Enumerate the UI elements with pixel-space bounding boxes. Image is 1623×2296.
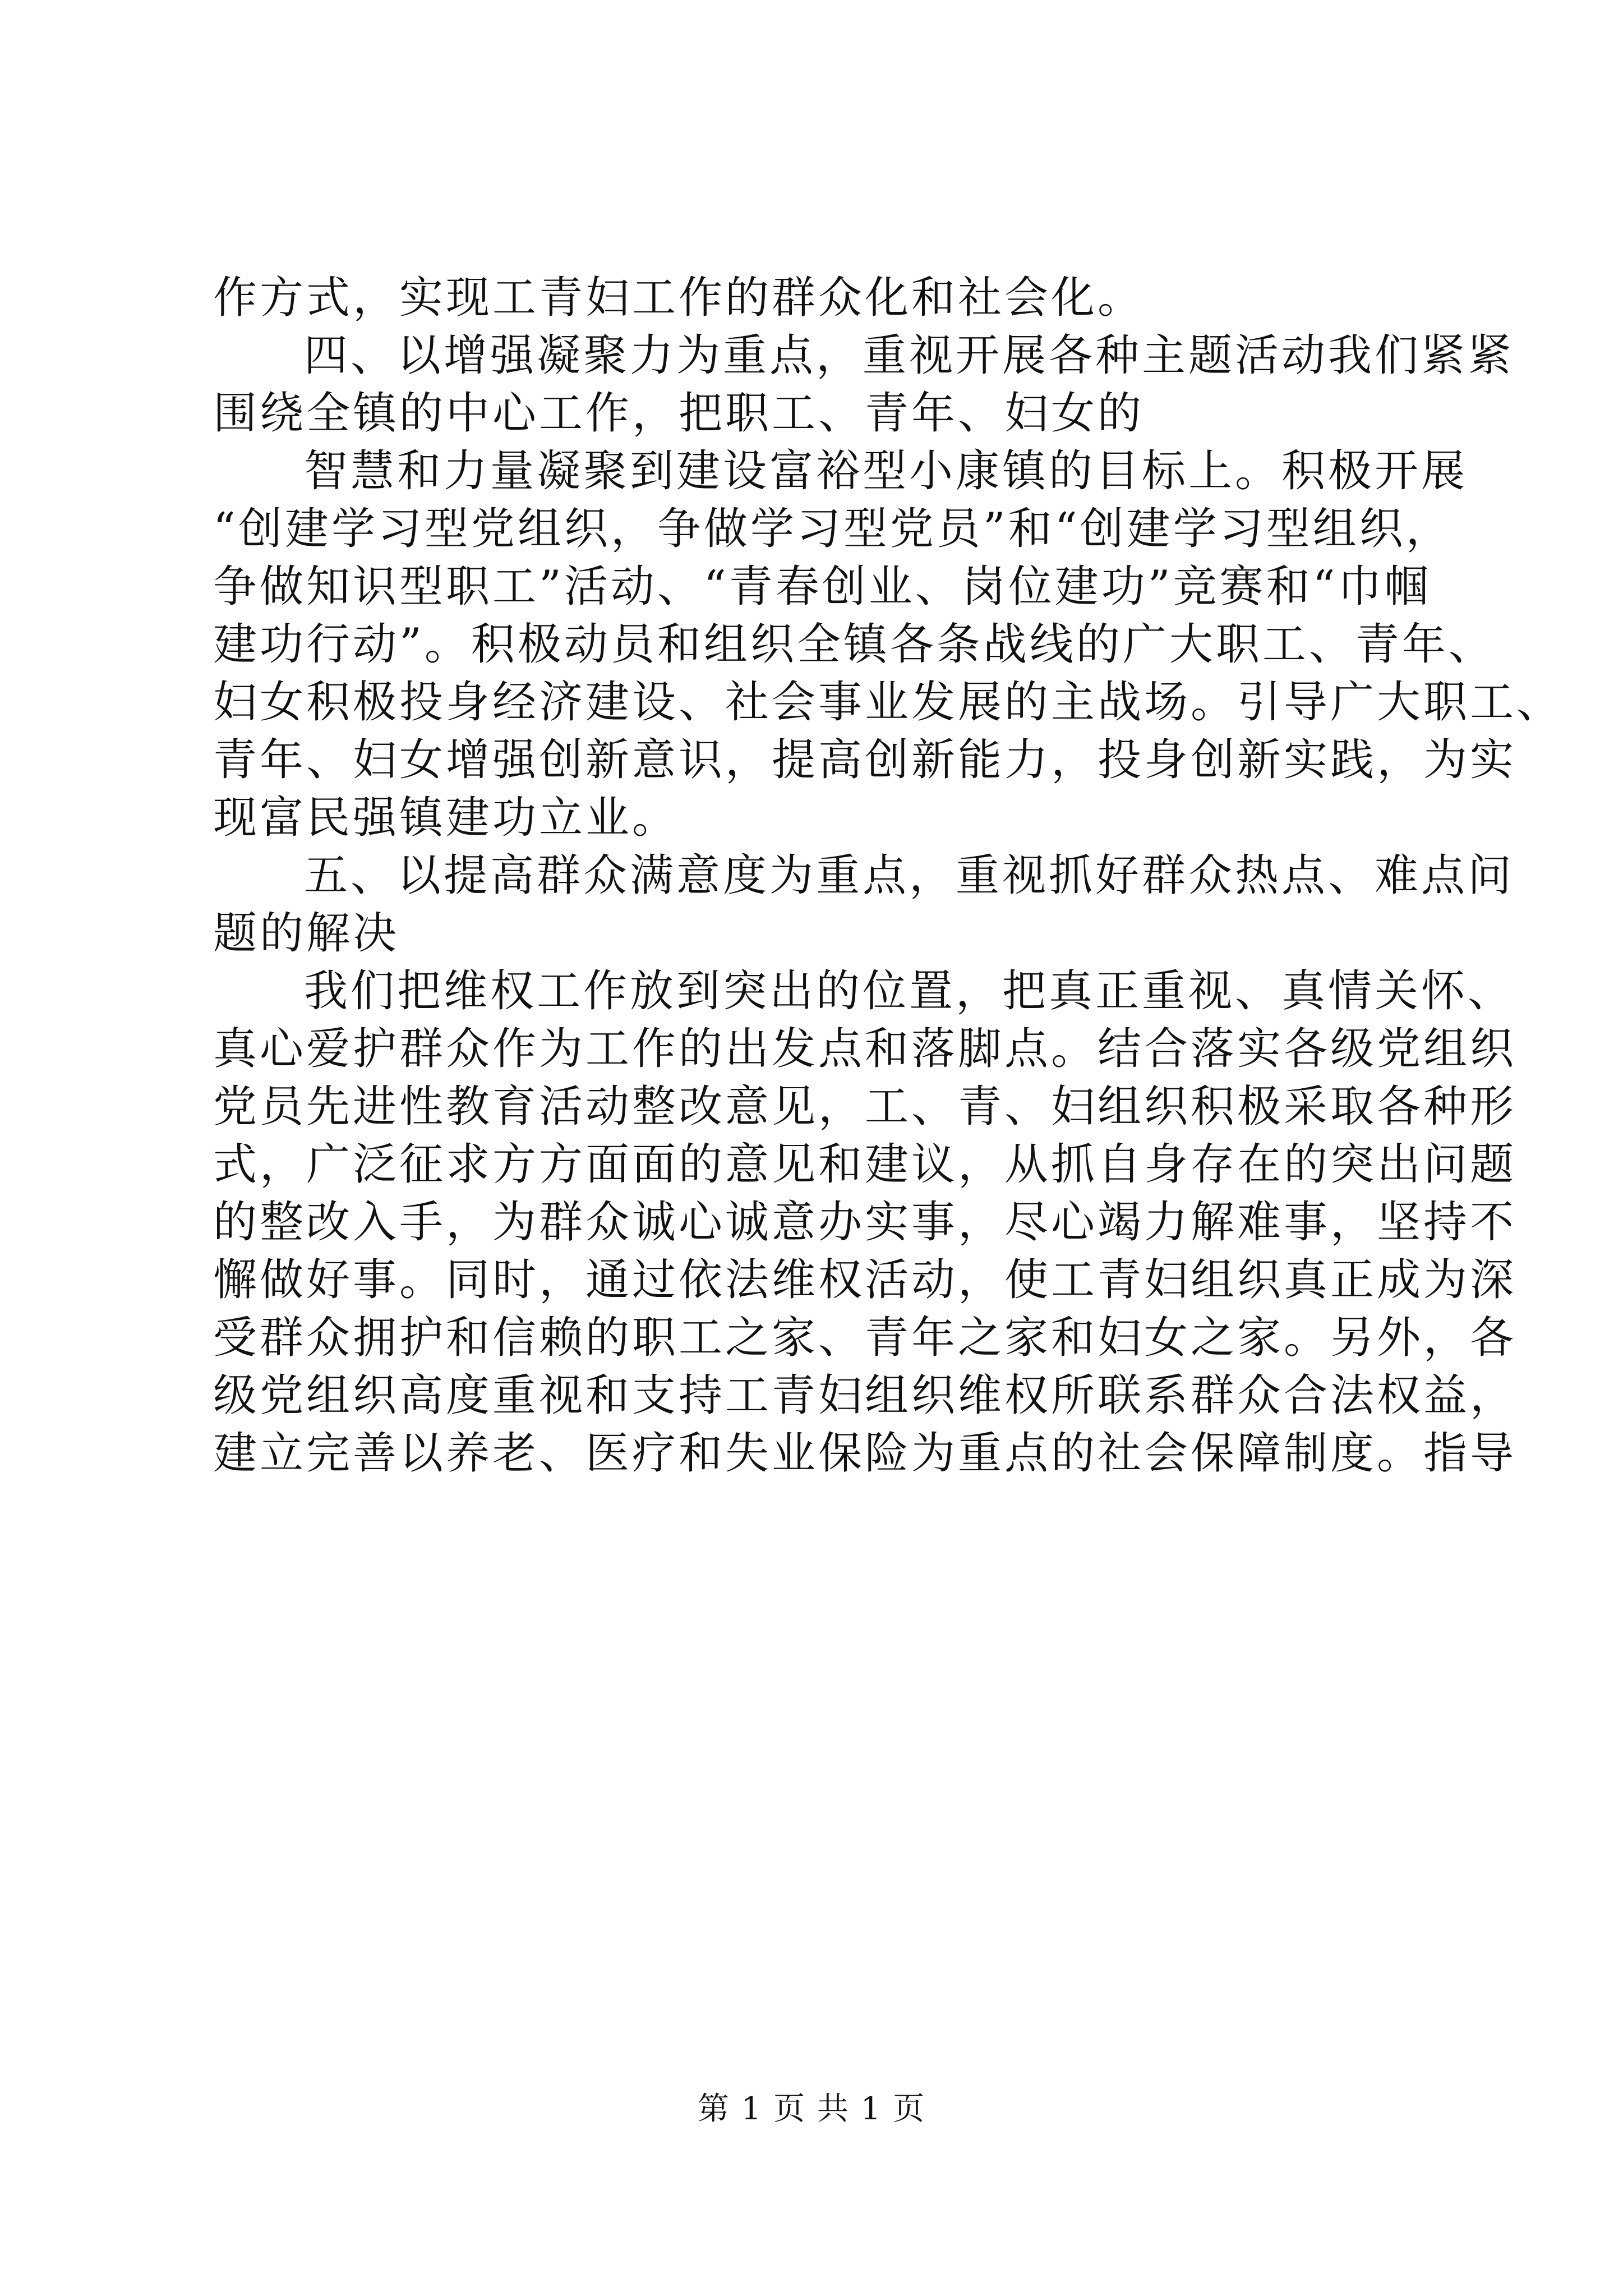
text-line: 建立完善以养老、医疗和失业保险为重点的社会保障制度。指导	[213, 1428, 1517, 1479]
text-line: 智慧和力量凝聚到建设富裕型小康镇的目标上。积极开展	[304, 446, 1468, 496]
text-line: 围绕全镇的中心工作，把职工、青年、妇女的	[213, 388, 1145, 439]
text-line: 青年、妇女增强创新意识，提高创新能力，投身创新实践，为实	[213, 735, 1517, 785]
text-line: 受群众拥护和信赖的职工之家、青年之家和妇女之家。另外，各	[213, 1313, 1517, 1363]
text-line: 妇女积极投身经济建设、社会事业发展的主战场。引导广大职工、	[213, 677, 1564, 728]
text-line: 五、以提高群众满意度为重点，重视抓好群众热点、难点问	[304, 850, 1515, 901]
text-line: 题的解决	[213, 908, 400, 959]
text-line: 真心爱护群众作为工作的出发点和落脚点。结合落实各级党组织	[213, 1024, 1517, 1074]
page-number-footer: 第 1 页 共 1 页	[697, 2091, 926, 2127]
text-line: 现富民强镇建功立业。	[213, 793, 679, 843]
text-line: 争做知识型职工”活动、“青春创业、岗位建功”竞赛和“巾帼	[213, 562, 1431, 612]
text-line: 懈做好事。同时，通过依法维权活动，使工青妇组织真正成为深	[213, 1255, 1517, 1305]
text-line: 四、以增强凝聚力为重点，重视开展各种主题活动我们紧紧	[304, 330, 1515, 381]
text-line: 建功行动”。积极动员和组织全镇各条战线的广大职工、青年、	[213, 619, 1495, 670]
text-line: 式，广泛征求方方面面的意见和建议，从抓自身存在的突出问题	[213, 1139, 1517, 1190]
text-line: “创建学习型党组织，争做学习型党员”和“创建学习型组织，	[213, 504, 1453, 554]
text-line: 党员先进性教育活动整改意见，工、青、妇组织积极采取各种形	[213, 1082, 1517, 1132]
text-line: 级党组织高度重视和支持工青妇组织维权所联系群众合法权益，	[213, 1370, 1517, 1421]
text-line: 的整改入手，为群众诚心诚意办实事，尽心竭力解难事，坚持不	[213, 1197, 1517, 1248]
text-line: 作方式，实现工青妇工作的群众化和社会化。	[213, 273, 1145, 323]
text-line: 我们把维权工作放到突出的位置，把真正重视、真情关怀、	[304, 966, 1515, 1016]
document-body	[213, 269, 1564, 1483]
